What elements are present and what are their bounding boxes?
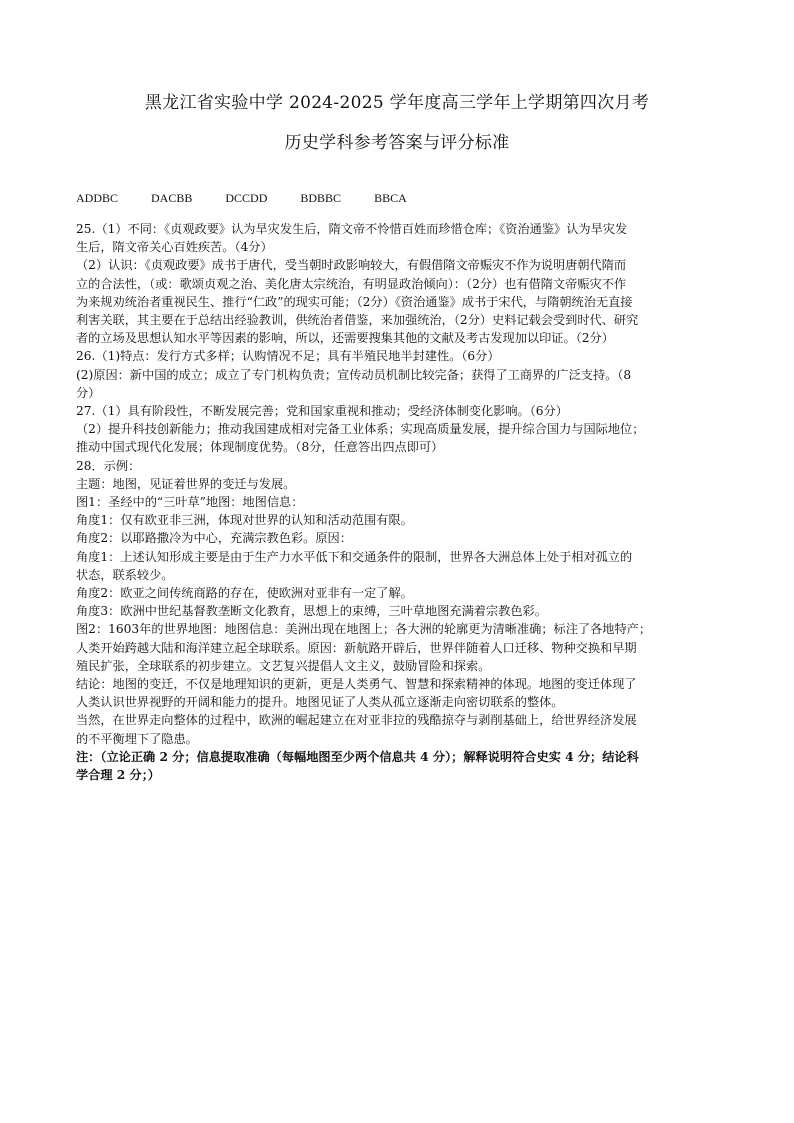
choice-answer-group: BDBBC	[300, 191, 342, 205]
text-line: 角度1：上述认知形成主要是由于生产力水平低下和交通条件的限制，世界各大洲总体上处于相对孤立的	[76, 549, 633, 564]
text-line: 主题：地图，见证着世界的变迁与发展。	[76, 476, 296, 491]
text-line: 推动中国式现代化发展；体现制度优势。（8分，任意答出四点即可）	[76, 440, 444, 455]
text-line: 26.（1)特点：发行方式多样；认购情况不足；具有半殖民地半封建性。（6分）	[76, 349, 500, 364]
text-line: 当然，在世界走向整体的过程中，欧洲的崛起建立在对亚非拉的残酷掠夺与剥削基础上，给世界经济发展	[76, 713, 637, 728]
text-line: 25.（1）不同：《贞观政要》认为旱灾发生后，隋文帝不怜惜百姓而珍惜仓库；《资治通鉴》认为旱灾发	[76, 222, 628, 236]
text-line: 图2：1603年的世界地图：地图信息：美洲出现在地图上；各大洲的轮廓更为清晰准确；标注了各地特产；	[76, 622, 652, 637]
text-line: 角度1：仅有欧亚非三洲，体现对世界的认知和活动范围有限。	[76, 513, 413, 528]
text-line: 为来规劝统治者重视民生、推行“仁政”的现实可能；（2分）《资治通鉴》成书于宋代，与隋朝统治无直接	[76, 294, 633, 309]
text-line: 立的合法性，（或：歌颂贞观之治、美化唐太宗统治，有明显政治倾向）：（2分）也有借隋文帝赈灾不作	[76, 276, 627, 291]
text-line: 图1：圣经中的“三叶草”地图：地图信息：	[76, 495, 304, 510]
text-line: 28．示例：	[76, 458, 141, 473]
text-line: 人类开始跨越大陆和海洋建立起全球联系。原因：新航路开辟后，世界伴随着人口迁移、物种交换和早期	[76, 640, 637, 655]
choice-answer-group: DCCDD	[225, 191, 268, 205]
text-line: 27.（1）具有阶段性，不断发展完善；党和国家重视和推动；受经济体制变化影响。（6分）	[76, 404, 568, 419]
text-line: 角度2：以耶路撒冷为中心，充满宗教色彩。原因：	[76, 531, 352, 546]
text-line: 的不平衡埋下了隐患。	[76, 731, 198, 746]
choice-answer-group: DACBB	[151, 191, 193, 205]
text-line: (2)原因：新中国的成立；成立了专门机构负责；宣传动员机制比较完备；获得了工商界的广泛支持。（8	[76, 367, 632, 382]
choice-answer-group: BBCA	[374, 191, 407, 205]
scoring-note-line: 注：（立论正确 2 分；信息提取准确（每幅地图至少两个信息共 4 分）；解释说明符合史实 4 分；结论科	[76, 749, 639, 764]
text-line: （2）提升科技创新能力；推动我国建成相对完备工业体系；实现高质量发展，提升综合国力与国际地位；	[76, 422, 645, 437]
page-subtitle: 历史学科参考答案与评分标准	[284, 133, 510, 153]
text-line: 角度2：欧亚之间传统商路的存在，使欧洲对亚非有一定了解。	[76, 586, 413, 601]
text-line: 人类认识世界视野的开阔和能力的提升。地图见证了人类从孤立逐渐走向密切联系的整体。	[76, 695, 564, 710]
text-line: 角度3：欧洲中世纪基督教垄断文化教育，思想上的束缚，三叶草地图充满着宗教色彩。	[76, 604, 547, 619]
scoring-note-line: 学合理 2 分；）	[76, 768, 160, 783]
text-line: 分）	[76, 385, 101, 400]
choice-answers	[76, 191, 440, 206]
text-line: （2）认识：《贞观政要》成书于唐代，受当朝时政影响较大，有假借隋文帝赈灾不作为说明唐朝代隋而	[76, 258, 627, 273]
page-title: 黑龙江省实验中学 2024-2025 学年度高三学年上学期第四次月考	[144, 93, 650, 113]
text-line: 状态，联系较少。	[76, 567, 174, 582]
text-line: 殖民扩张，全球联系的初步建立。文艺复兴提倡人文主义，鼓励冒险和探索。	[76, 658, 491, 673]
text-line: 利害关联，其主要在于总结出经验教训，供统治者借鉴，来加强统治，（2分）史料记载会受到时代、研究	[76, 313, 639, 328]
answer-body	[76, 220, 726, 784]
choice-answer-group: ADDBC	[76, 191, 119, 205]
text-line: 者的立场及思想认知水平等因素的影响，所以，还需要搜集其他的文献及考古发现加以印证。（2分）	[76, 331, 614, 346]
text-line: 生后，隋文帝关心百姓疾苦。（4分）	[76, 240, 273, 255]
text-line: 结论：地图的变迁，不仅是地理知识的更新，更是人类勇气、智慧和探索精神的体现。地图的变迁体现了	[76, 677, 637, 692]
